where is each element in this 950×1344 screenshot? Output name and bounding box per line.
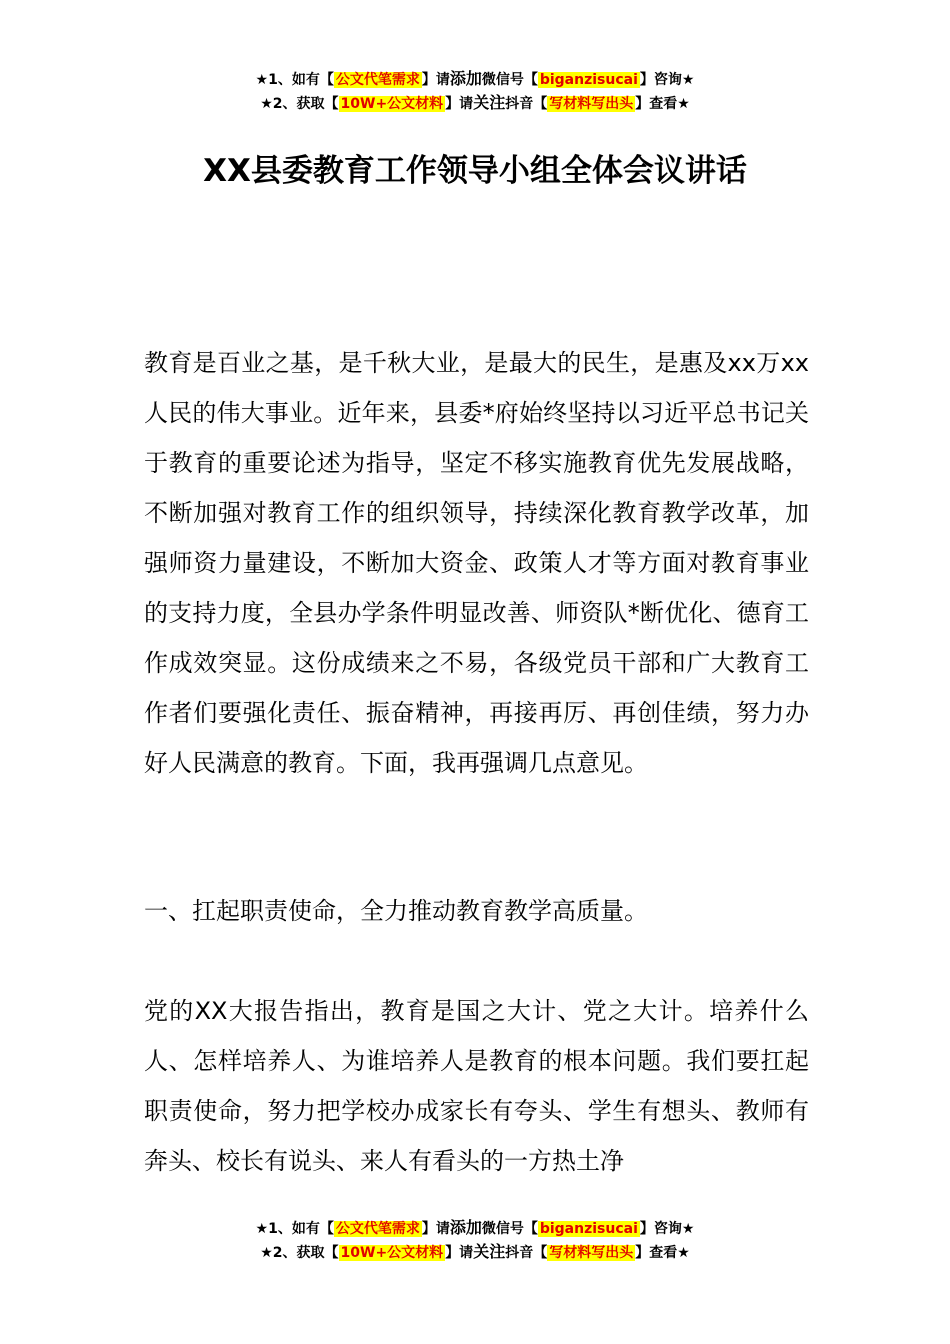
promo-text: 微信号【 — [481, 72, 538, 88]
promo-highlight: 公文代笔需求 — [335, 1221, 420, 1237]
promo-text: 】请 — [445, 1245, 474, 1261]
promo-line-2 — [0, 91, 950, 115]
promo-text: ★1、如有【 — [255, 72, 334, 88]
body-paragraph-1 — [144, 338, 809, 788]
promo-text: ★1、如有【 — [255, 1221, 334, 1237]
promo-highlight: 10W+公文材料 — [340, 96, 444, 112]
promo-text: 微信号【 — [481, 1221, 538, 1237]
promo-emphasis: 关注 — [473, 93, 506, 112]
promo-line-2 — [0, 1240, 950, 1264]
promo-text: ★2、获取【 — [260, 1245, 339, 1261]
heading-text: 一、扛起职责使命，全力推动教育教学高质量。 — [144, 897, 648, 925]
promo-douyin-account: 写材料写出头 — [549, 96, 634, 112]
promo-text: 】请 — [421, 1221, 450, 1237]
promo-text: 】请 — [445, 96, 474, 112]
promo-text: 】请 — [421, 72, 450, 88]
promo-text: 】查看★ — [635, 1245, 690, 1261]
document-title: XX县委教育工作领导小组全体会议讲话 — [203, 153, 747, 189]
top-promo-banner — [0, 67, 950, 115]
promo-text: 】咨询★ — [639, 72, 695, 88]
promo-wechat-id: biganzisucai — [539, 1221, 638, 1237]
promo-douyin-account: 写材料写出头 — [549, 1245, 634, 1261]
promo-wechat-id: biganzisucai — [539, 72, 638, 88]
promo-emphasis: 关注 — [473, 1242, 506, 1261]
paragraph-text: 党的XX大报告指出，教育是国之大计、党之大计。培养什么人、怎样培养人、为谁培养人是教育的根本问题。我们要扛起职责使命，努力把学校办成家长有夸头、学生有想头、教师有奔头、校长有说头、来人有看头的一方热土净 — [144, 997, 809, 1175]
promo-emphasis: 添加 — [449, 1218, 482, 1237]
promo-line-1 — [0, 1216, 950, 1240]
promo-text: 抖音【 — [505, 1245, 548, 1261]
promo-emphasis: 添加 — [449, 69, 482, 88]
section-heading-1 — [144, 886, 809, 936]
promo-text: 】查看★ — [635, 96, 690, 112]
promo-text: 】咨询★ — [639, 1221, 695, 1237]
bottom-promo-banner — [0, 1216, 950, 1264]
body-paragraph-2 — [144, 986, 809, 1186]
promo-highlight: 10W+公文材料 — [340, 1245, 444, 1261]
promo-text: 抖音【 — [505, 96, 548, 112]
promo-highlight: 公文代笔需求 — [335, 72, 420, 88]
paragraph-text: 教育是百业之基，是千秋大业，是最大的民生，是惠及xx万xx人民的伟大事业。近年来，县委*府始终坚持以习近平总书记关于教育的重要论述为指导，坚定不移实施教育优先发展战略，不断加强对教育工作的组织领导，持续深化教育教学改革，加强师资力量建设，不断加大资金、政策人才等方面对教育事业的支持力度，全县办学条件明显改善、师资队*断优化、德育工作成效突显。这份成绩来之不易，各级党员干部和广大教育工作者们要强化责任、振奋精神，再接再厉、再创佳绩，努力办好人民满意的教育。下面，我再强调几点意见。 — [144, 349, 809, 777]
promo-text: ★2、获取【 — [260, 96, 339, 112]
promo-line-1 — [0, 67, 950, 91]
